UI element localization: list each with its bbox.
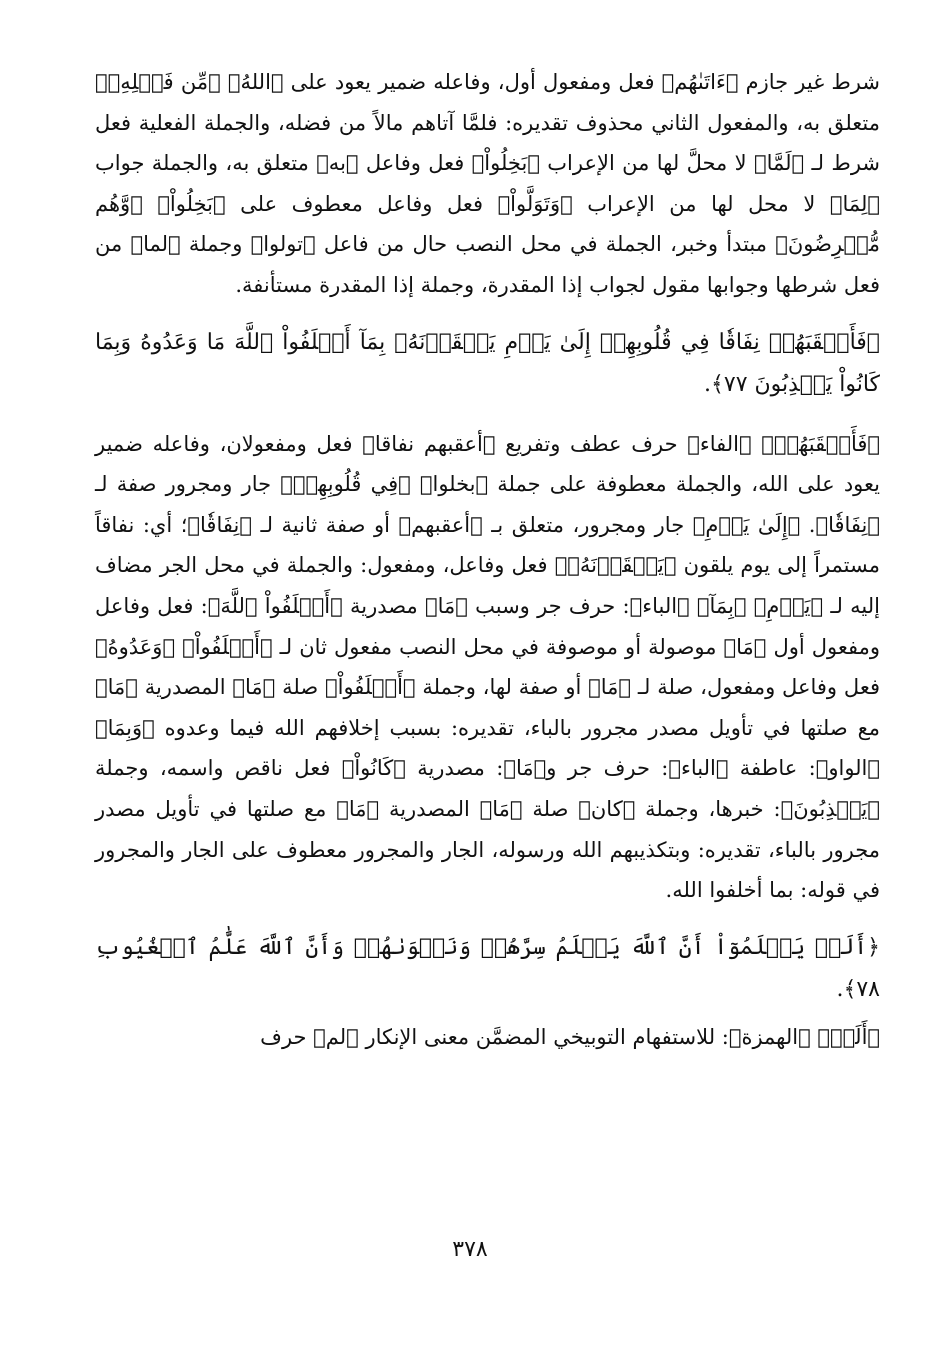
commentary-paragraph: ﴿فَأَعۡقَبَهُمۡ﴾ ﴿الفاء﴾ حرف عطف وتفريع ﴿أعقبهم نفاقا﴾ فعل ومفعولان، وفاعله ضمير يعود على الله، والجملة معطوفة على جملة ﴿بخلوا﴾ ﴿فِي قُلُوبِهِمۡ﴾ جار ومجرور صفة لـ ﴿نِفَاقٗا﴾. ﴿إِلَىٰ يَوۡمِ﴾ جار ومجرور، متعلق بـ ﴿أعقبهم﴾ أو صفة ثانية لـ ﴿نِفَاقٗا﴾؛ أي: نفاقاً مستمراً إلى يوم يلقون ﴿يَلۡقَوۡنَهُۥ﴾ فعل وفاعل، ومفعول: والجملة في محل الجر مضاف إليه لـ ﴿يَوۡمِ﴾ ﴿بِمَآ﴾ ﴿الباء﴾: حرف جر وسبب ﴿مَا﴾ مصدرية ﴿أَخۡلَفُواْ ٱللَّهَ﴾: فعل وفاعل ومفعول أول ﴿مَا﴾ موصولة أو موصوفة في محل النصب مفعول ثان لـ ﴿أَخۡلَفُواْ﴾ ﴿وَعَدُوهُ﴾ فعل وفاعل ومفعول، صلة لـ ﴿مَا﴾ أو صفة لها، وجملة ﴿أَخۡلَفُواْ﴾ صلة ﴿مَا﴾ المصدرية ﴿مَا﴾ مع صلتها في تأويل مصدر مجرور بالباء، تقديره: بسبب إخلافهم الله فيما وعدوه ﴿وَبِمَا﴾ ﴿الواو﴾: عاطفة ﴿الباء﴾: حرف جر و﴿مَا﴾: مصدرية ﴿كَانُواْ﴾ فعل ناقص واسمه، وجملة ﴿يَكۡذِبُونَ﴾: خبرها، وجملة ﴿كان﴾ صلة ﴿مَا﴾ المصدرية ﴿مَا﴾ مع صلتها في تأويل مصدر مجرور بالباء، تقديره: وبتكذيبهم الله ورسوله، الجار والمجرور معطوف على الجار والمجرور في قوله: بما أخلفوا الله. — [95, 431, 880, 903]
quran-verse: ﴿أَلَمۡ يَعۡلَمُوٓاْ أَنَّ ٱللَّهَ يَعۡلَمُ سِرَّهُمۡ وَنَجۡوَىٰهُمۡ وَأَنَّ ٱللَّهَ عَلَّٰمُ ٱلۡغُيُوبِ ٧٨﴾. — [95, 934, 880, 1002]
page-number: ٣٧٨ — [452, 1237, 488, 1262]
commentary-paragraph: شرط غير جازم ﴿ءَاتَىٰهُم﴾ فعل ومفعول أول، وفاعله ضمير يعود على ﴿اللهُ﴾ ﴿مِّن فَضۡلِهِۦ﴾ متعلق به، والمفعول الثاني محذوف تقديره: فلمَّا آتاهم مالاً من فضله، والجملة الفعلية فعل شرط لـ ﴿لَمَّا﴾ لا محلَّ لها من الإعراب ﴿بَخِلُواْ﴾ فعل وفاعل ﴿به﴾ متعلق به، والجملة جواب ﴿لِمَا﴾ لا محل لها من الإعراب ﴿وَتَوَلَّواْ﴾ فعل وفاعل معطوف على ﴿بَخِلُواْ﴾ ﴿وَّهُم مُّعۡرِضُونَ﴾ مبتدأ وخبر، الجملة في محل النصب حال من فاعل ﴿تولوا﴾ وجملة ﴿لما﴾ من فعل شرطها وجوابها مقول لجواب إذا المقدرة، وجملة إذا المقدرة مستأنفة. — [95, 70, 880, 297]
quran-verse: ﴿فَأَعۡقَبَهُمۡ نِفَاقٗا فِي قُلُوبِهِمۡ إِلَىٰ يَوۡمِ يَلۡقَوۡنَهُۥ بِمَآ أَخۡلَفُواْ ٱللَّهَ مَا وَعَدُوهُ وَبِمَا كَانُواْ يَكۡذِبُونَ ٧٧﴾. — [95, 329, 880, 397]
commentary-paragraph: ﴿أَلَمۡ﴾ ﴿الهمزة﴾: للاستفهام التوبيخي المضمَّن معنى الإنكار ﴿لم﴾ حرف — [260, 1024, 880, 1049]
